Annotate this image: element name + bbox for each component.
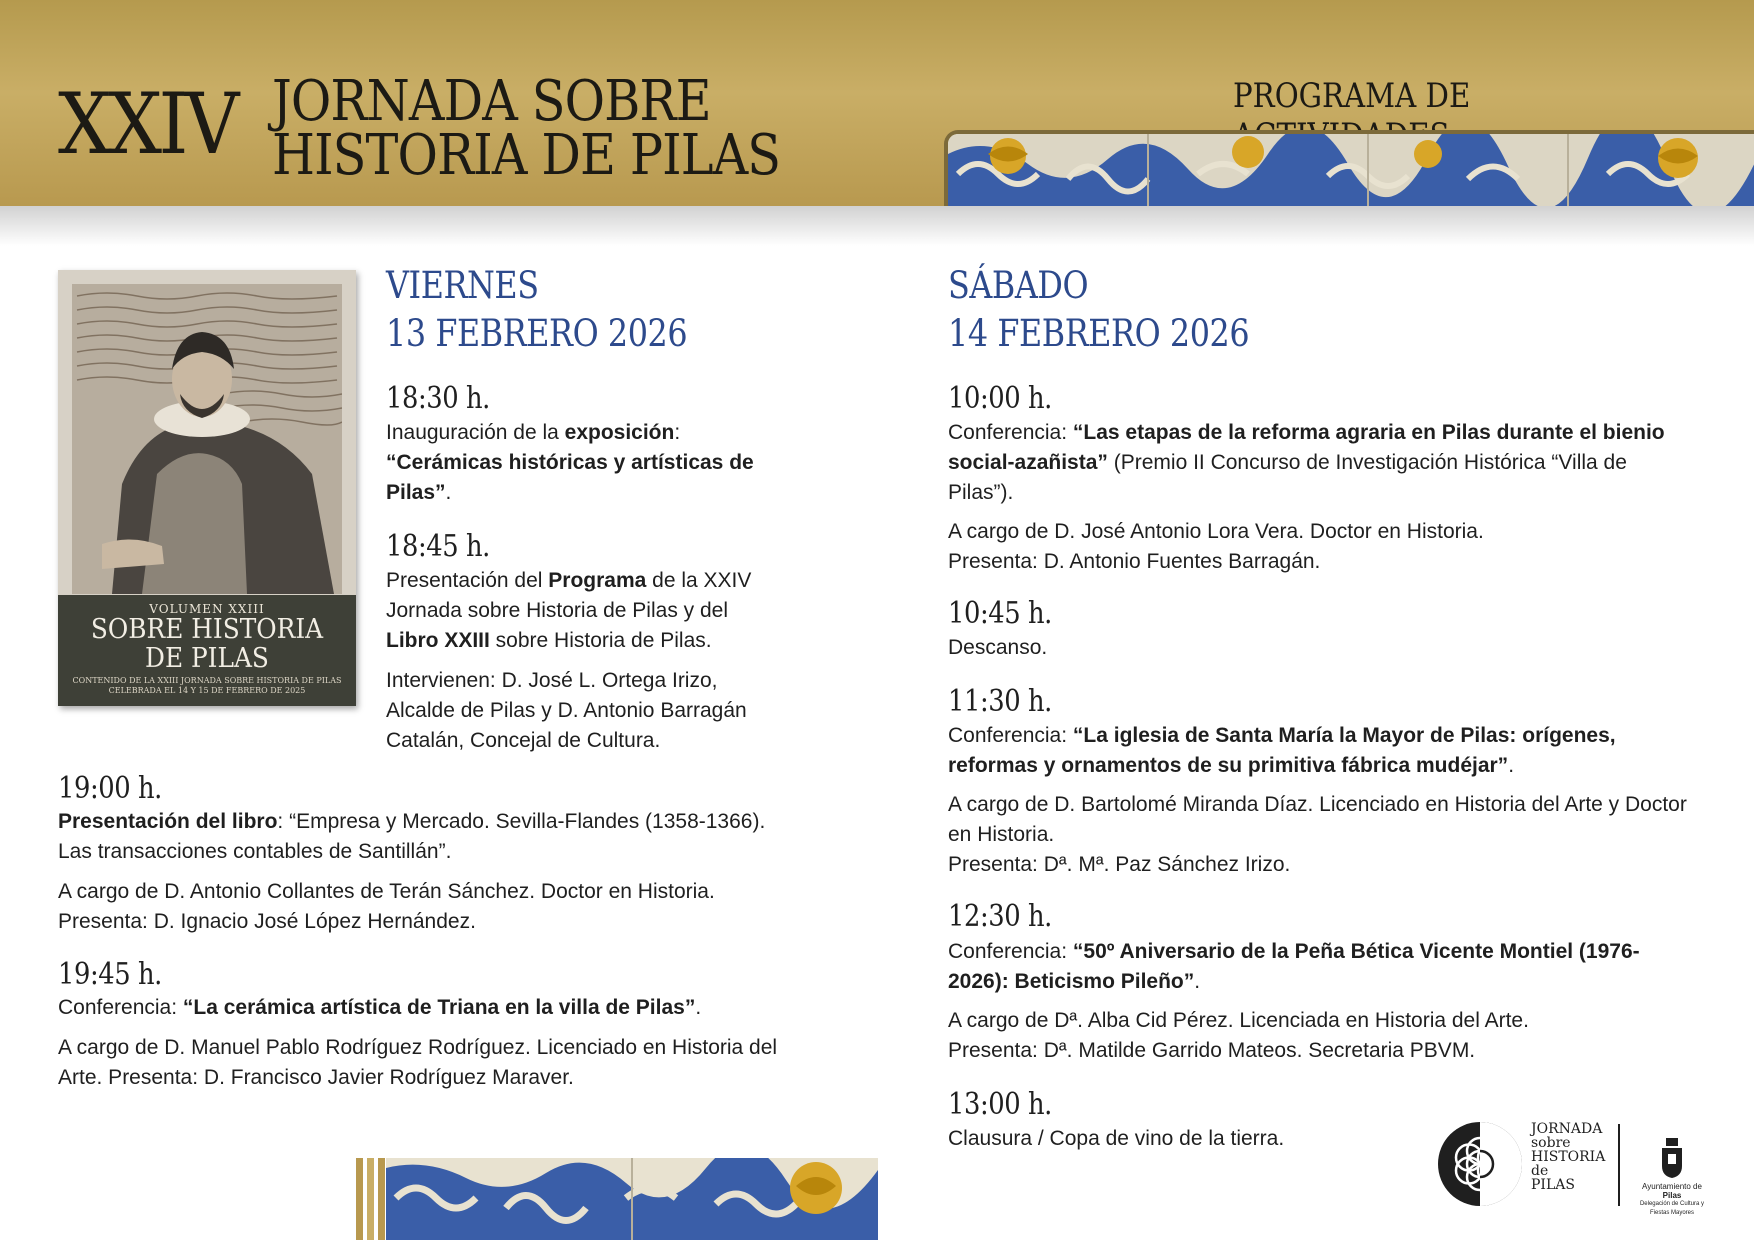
header-shadow (0, 206, 1754, 246)
cover-title-line-2: DE PILAS (145, 643, 269, 674)
text-bold: “50º Aniversario de la Peña Bética Vicente Montiel (1976-2026): Beticismo Pileño” (948, 940, 1640, 993)
presenter-line: Presenta: Dª. Matilde Garrido Mateos. Secretaria PBVM. (948, 1039, 1476, 1062)
viernes-event-4-speakers: A cargo de D. Manuel Pablo Rodríguez Rodríguez. Licenciado en Historia del Arte. Presenta: D. Francisco Javier Rodríguez Maraver. (58, 1036, 778, 1089)
ayuntamiento-label (1632, 1182, 1712, 1218)
text: Conferencia: (948, 421, 1073, 444)
text-bold: “La iglesia de Santa María la Mayor de Pilas: orígenes, reformas y ornamentos de su primitiva fábrica mudéjar” (948, 724, 1616, 777)
viernes-time-2: 18:45 h. (386, 529, 490, 564)
programa-heading: PROGRAMA DE (1233, 76, 1471, 116)
speaker-line: A cargo de D. Bartolomé Miranda Díaz. Licenciado en Historia del Arte y Doctor en Historia. (948, 793, 1687, 846)
viernes-time-3: 19:00 h. (58, 771, 162, 806)
text-bold: Presentación del libro (58, 810, 278, 833)
presenter-line: Presenta: D. Antonio Fuentes Barragán. (948, 550, 1321, 573)
text-bold: Libro XXIII (386, 629, 490, 652)
sabado-event-1-speakers (948, 517, 1688, 577)
text: (Premio II Concurso de Investigación Histórica “Villa de Pilas”). (948, 451, 1627, 504)
ayuntamiento-sub: Delegación de Cultura y Fiestas Mayores (1639, 1201, 1705, 1216)
title-line-1: JORNADA SOBRE (272, 69, 711, 134)
sabado-event-4 (948, 937, 1688, 997)
viernes-event-2 (386, 566, 786, 656)
viernes-event-1 (386, 418, 786, 508)
sabado-time-3: 11:30 h. (948, 684, 1052, 719)
sabado-time-1: 10:00 h. (948, 381, 1052, 416)
cover-subtitle (66, 676, 348, 696)
text: : “Empresa y Mercado. Sevilla-Flandes (1358-1366). Las transacciones contables de Santillán”. (58, 810, 766, 863)
sabado-time-5: 13:00 h. (948, 1087, 1052, 1122)
text-bold: Programa (548, 569, 647, 592)
speaker-line: A cargo de Dª. Alba Cid Pérez. Licenciada en Historia del Arte. (948, 1009, 1529, 1032)
viernes-time-1: 18:30 h. (386, 381, 490, 416)
sabado-event-4-speakers (948, 1006, 1688, 1066)
gold-bars-decoration (356, 1158, 386, 1240)
sabado-event-3 (948, 721, 1688, 781)
text: Inauguración de la (386, 421, 565, 444)
text: de la XXIV Jornada sobre Historia de Pilas y del (386, 569, 752, 622)
speaker-line: A cargo de D. Antonio Collantes de Terán Sánchez. Doctor en Historia. (58, 880, 715, 903)
ayuntamiento-crest-icon (1660, 1138, 1684, 1178)
cover-subtitle-line-1: CONTENIDO DE LA XXIII JORNADA SOBRE HISTORIA DE PILAS (72, 676, 342, 685)
text: Conferencia: (58, 996, 183, 1019)
text: . (1508, 754, 1515, 777)
viernes-date: 13 FEBRERO 2026 (386, 312, 688, 355)
viernes-event-3-speakers (58, 877, 788, 937)
presenter-line: Presenta: Dª. Mª. Paz Sánchez Irizo. (948, 853, 1291, 876)
text: Conferencia: (948, 940, 1073, 963)
presenter-line: Presenta: D. Ignacio José López Hernández. (58, 910, 476, 933)
sabado-time-2: 10:45 h. (948, 596, 1052, 631)
sabado-event-3-speakers (948, 790, 1688, 880)
logo-line: HISTORIA (1531, 1149, 1606, 1165)
footer-logos (1436, 1118, 1706, 1216)
text-bold: “La cerámica artística de Triana en la villa de Pilas” (182, 996, 696, 1019)
text: . (445, 481, 452, 504)
sabado-date: 14 FEBRERO 2026 (948, 312, 1250, 355)
text: . (1194, 970, 1201, 993)
title-line-2: HISTORIA DE PILAS (272, 123, 781, 188)
logo-line: sobre (1531, 1135, 1571, 1151)
sabado-event-5: Clausura / Copa de vino de la tierra. (948, 1127, 1285, 1150)
logo-line: PILAS (1531, 1177, 1575, 1193)
sabado-day: SÁBADO (948, 264, 1089, 307)
viernes-day: VIERNES (386, 264, 539, 307)
portrait-illustration (72, 284, 342, 594)
sabado-time-4: 12:30 h. (948, 899, 1052, 934)
viernes-event-3 (58, 807, 788, 867)
text: sobre Historia de Pilas. (489, 629, 712, 652)
text-bold: exposición (564, 421, 675, 444)
jornada-logo-wordmark (1531, 1122, 1605, 1192)
viernes-event-4 (58, 993, 798, 1023)
sabado-heading (948, 262, 1249, 358)
speaker-line: A cargo de D. José Antonio Lora Vera. Doctor en Historia. (948, 520, 1484, 543)
jornada-logo-icon (1436, 1120, 1524, 1208)
sabado-event-2: Descanso. (948, 636, 1048, 659)
logo-divider (1618, 1124, 1620, 1206)
text: Presentación del (386, 569, 549, 592)
cover-subtitle-line-2: CELEBRADA EL 14 Y 15 DE FEBRERO DE 2025 (108, 686, 306, 695)
text: . (695, 996, 702, 1019)
cover-title-line-1: SOBRE HISTORIA (90, 614, 324, 645)
viernes-heading (386, 262, 687, 358)
exposition-title: “Cerámicas históricas y artísticas de Pilas” (386, 451, 754, 504)
azulejo-tile-strip-top (944, 130, 1754, 206)
cover-volume: VOLUMEN XXIII (149, 602, 265, 616)
logo-line: JORNADA (1531, 1121, 1603, 1137)
text: : (674, 421, 681, 444)
text: Ayuntamiento de (1642, 1182, 1702, 1191)
book-cover-image (58, 270, 356, 706)
viernes-event-2-speakers: Intervienen: D. José L. Ortega Irizo, Alcalde de Pilas y D. Antonio Barragán Catalán, Concejal de Cultura. (386, 669, 747, 752)
logo-line: de (1531, 1163, 1549, 1179)
azulejo-tile-strip-bottom (386, 1158, 878, 1240)
text: Conferencia: (948, 724, 1073, 747)
text-bold: “Las etapas de la reforma agraria en Pilas durante el bienio social-azañista” (948, 421, 1665, 474)
sabado-event-1 (948, 418, 1688, 508)
text-bold: Pilas (1662, 1191, 1682, 1200)
viernes-time-4: 19:45 h. (58, 957, 162, 992)
title-roman-numeral: XXIV (58, 75, 236, 173)
